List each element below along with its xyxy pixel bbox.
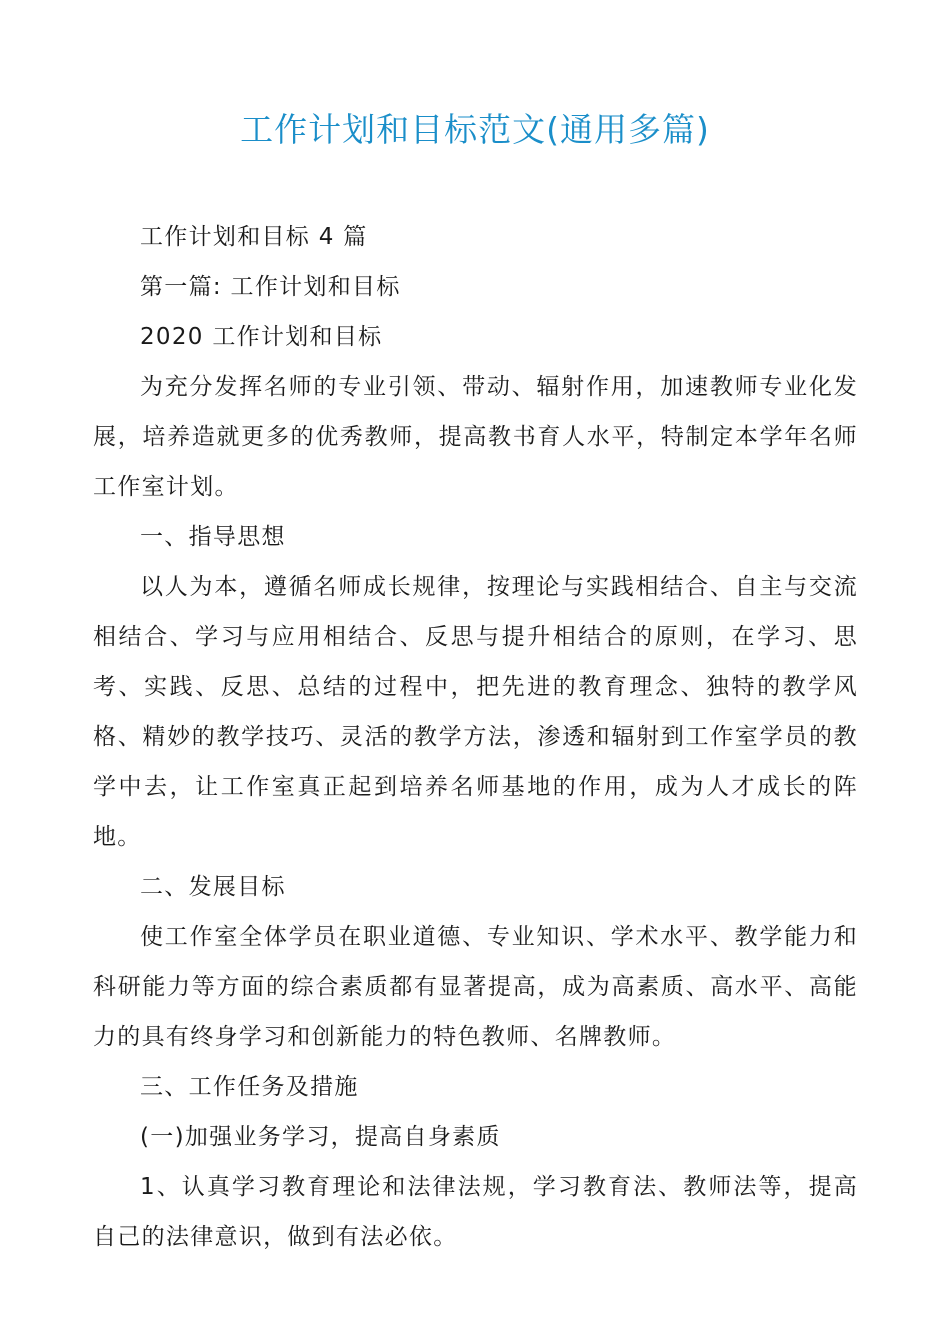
document-body: [93, 212, 858, 1262]
paragraph-doc-count: 工作计划和目标 4 篇: [140, 224, 368, 250]
section-heading-tasks-measures: 三、工作任务及措施: [140, 1074, 359, 1100]
paragraph-development-goals: 使工作室全体学员在职业道德、专业知识、学术水平、教学能力和科研能力等方面的综合素质都有显著提高，成为高素质、高水平、高能力的具有终身学习和创新能力的特色教师、名牌教师。: [93, 924, 858, 1050]
section-heading-guiding-ideology: 一、指导思想: [140, 524, 286, 550]
paragraph-intro: 为充分发挥名师的专业引领、带动、辐射作用，加速教师专业化发展，培养造就更多的优秀教师，提高教书育人水平，特制定本学年名师工作室计划。: [93, 374, 858, 500]
subsection-heading-study: (一)加强业务学习，提高自身素质: [140, 1124, 501, 1150]
paragraph-guiding-ideology: 以人为本，遵循名师成长规律，按理论与实践相结合、自主与交流相结合、学习与应用相结合、反思与提升相结合的原则，在学习、思考、实践、反思、总结的过程中，把先进的教育理念、独特的教学风格、精妙的教学技巧、灵活的教学方法，渗透和辐射到工作室学员的教学中去，让工作室真正起到培养名师基地的作用，成为人才成长的阵地。: [93, 574, 858, 850]
paragraph-year-heading: 2020 工作计划和目标: [140, 324, 383, 350]
document-title: 工作计划和目标范文(通用多篇): [240, 110, 710, 149]
section-heading-development-goals: 二、发展目标: [140, 874, 286, 900]
paragraph-item-1: 1、认真学习教育理论和法律法规，学习教育法、教师法等，提高自己的法律意识，做到有法必依。: [93, 1174, 858, 1250]
paragraph-chapter-heading: 第一篇: 工作计划和目标: [140, 274, 401, 300]
